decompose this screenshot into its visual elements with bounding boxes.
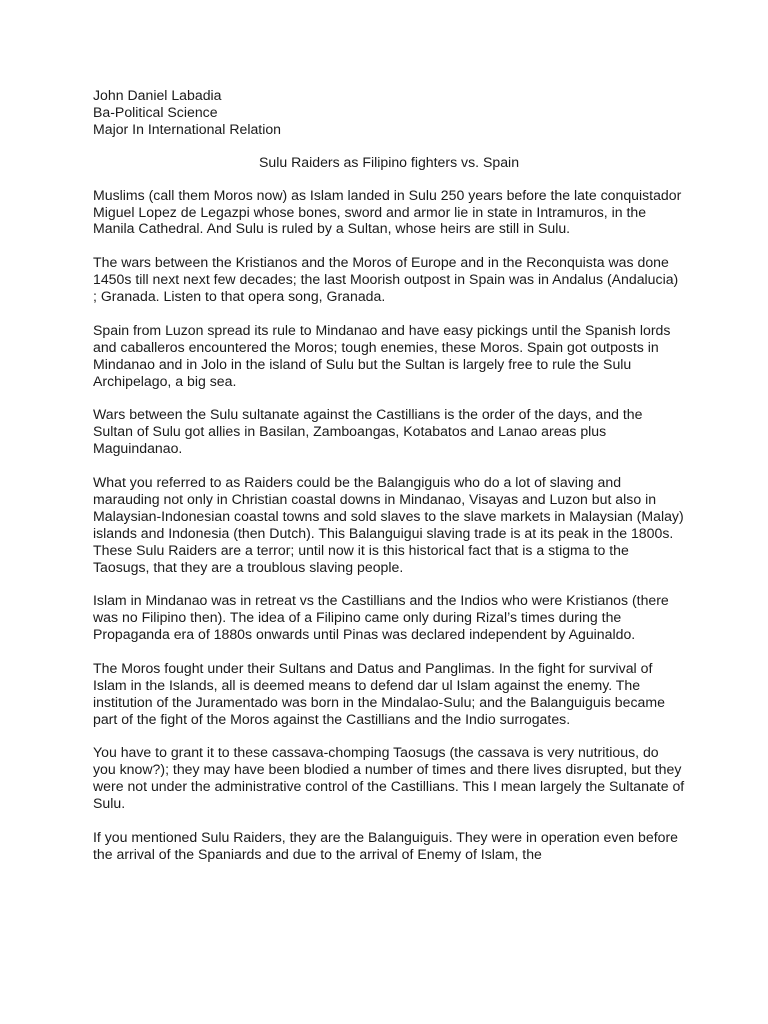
paragraph: Wars between the Sulu sultanate against the Castillians is the order of the days, and the Sultan of Sulu got allies in Basilan, Zamboangas, Kotabatos and Lanao areas plus Maguindanao. — [93, 406, 643, 457]
paragraph: Spain from Luzon spread its rule to Mindanao and have easy pickings until the Spanish lords and caballeros encountered the Moros; tough enemies, these Moros. Spain got outposts in Mindanao and in Jolo in the island of Sulu but the Sultan is largely free to rule the Sulu Archipelago, a big sea. — [93, 321, 671, 389]
paragraph: You have to grant it to these cassava-chomping Taosugs (the cassava is very nutritious, do you know?); they may have been blodied a number of times and there lives disrupted, but they were not under the administrative control of the Castillians. This I mean largely the Sultanate of Sulu. — [93, 744, 685, 812]
document-title: Sulu Raiders as Filipino fighters vs. Spain — [258, 153, 520, 170]
author-name: John Daniel Labadia — [93, 87, 222, 103]
author-block — [93, 87, 685, 138]
paragraph: Islam in Mindanao was in retreat vs the Castillians and the Indios who were Kristianos (there was no Filipino then). The idea of a Filipino came only during Rizal’s times during the Propaganda era of 1880s onwards until Pinas was declared independent by Aguinaldo. — [93, 592, 669, 643]
paragraph: The Moros fought under their Sultans and Datus and Panglimas. In the fight for survival of Islam in the Islands, all is deemed means to defend dar ul Islam against the enemy. The institution of the Juramentado was born in the Mindalao-Sulu; and the Balanguiguis became part of the fight of the Moros against the Castillians and the Indio surrogates. — [93, 659, 665, 727]
paragraph: The wars between the Kristianos and the Moros of Europe and in the Reconquista was done 1450s till next next few decades; the last Moorish outpost in Spain was in Andalus (Andalucia) ; Granada. Listen to that opera song, Granada. — [93, 254, 679, 305]
document-body — [93, 87, 685, 880]
author-major: Major In International Relation — [93, 120, 282, 137]
author-degree: Ba-Political Science — [93, 103, 218, 120]
paragraph: If you mentioned Sulu Raiders, they are the Balanguiguis. They were in operation even before the arrival of the Spaniards and due to the arrival of Enemy of Islam, the — [93, 828, 678, 862]
paragraph: What you referred to as Raiders could be the Balangiguis who do a lot of slaving and marauding not only in Christian coastal downs in Mindanao, Visayas and Luzon but also in Malaysian-Indonesian coastal towns and sold slaves to the slave markets in Malaysian (Malay) islands and Indonesia (then Dutch). This Balanguigui slaving trade is at its peak in the 1800s. These Sulu Raiders are a terror; until now it is this historical fact that is a stigma to the Taosugs, that they are a troublous slaving people. — [93, 473, 684, 575]
paragraph: Muslims (call them Moros now) as Islam landed in Sulu 250 years before the late conquistador Miguel Lopez de Legazpi whose bones, sword and armor lie in state in Intramuros, in the Manila Cathedral. And Sulu is ruled by a Sultan, whose heirs are still in Sulu. — [93, 186, 682, 237]
